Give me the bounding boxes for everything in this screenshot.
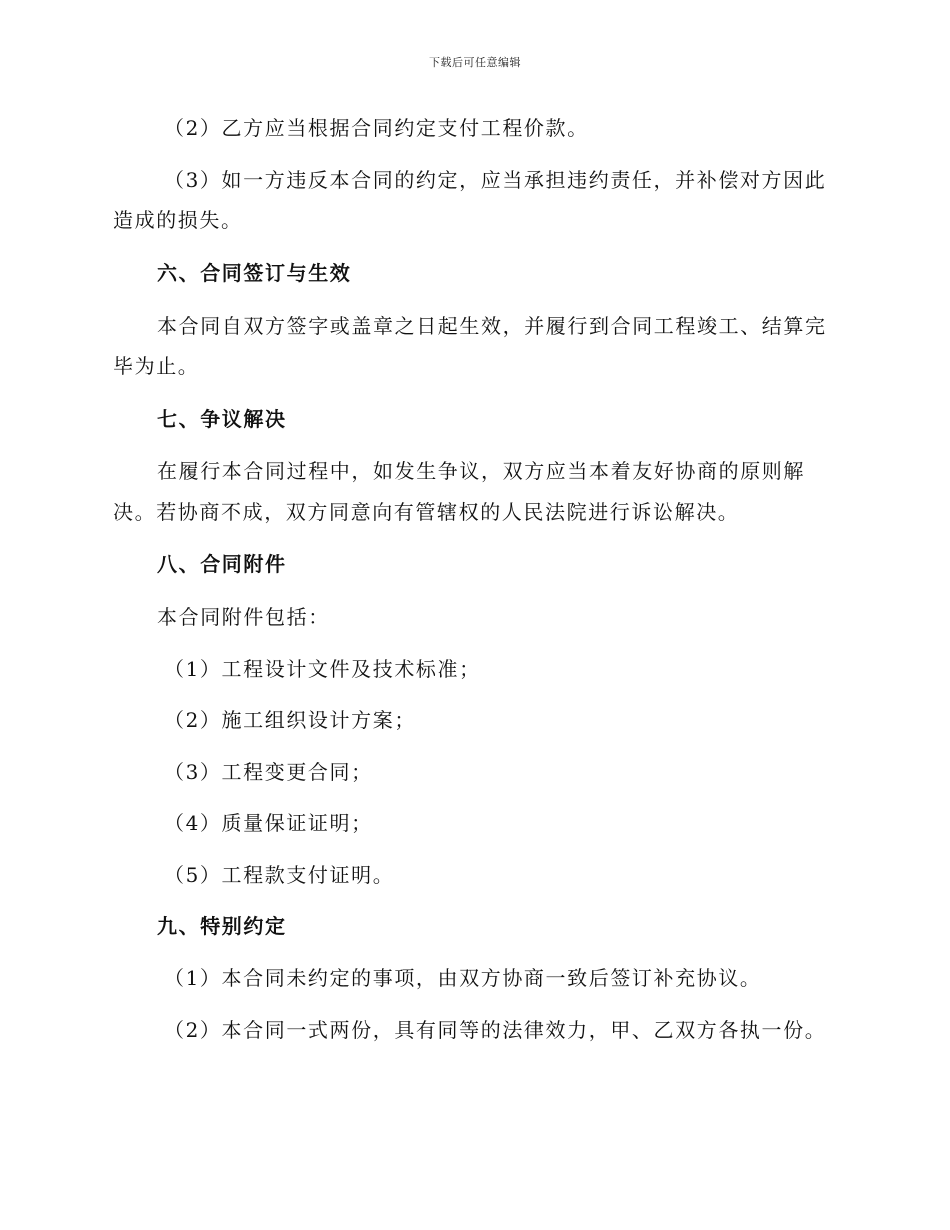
- section-heading-6: 六、合同签订与生效: [157, 261, 352, 285]
- attachment-item: （1）工程设计文件及技术标准；: [164, 657, 481, 681]
- clause-line: （3）如一方违反本合同的约定，应当承担违约责任，并补偿对方因此: [164, 168, 827, 192]
- paragraph-line: 毕为止。: [113, 354, 200, 378]
- page-header-note: 下载后可任意编辑: [429, 56, 521, 69]
- clause-line: 造成的损失。: [113, 208, 243, 232]
- attachment-item: （2）施工组织设计方案；: [164, 708, 416, 732]
- section-heading-8: 八、合同附件: [157, 552, 287, 576]
- attachment-item: （4）质量保证证明；: [164, 811, 373, 835]
- paragraph-line: 决。若协商不成，双方同意向有管辖权的人民法院进行诉讼解决。: [113, 500, 740, 524]
- section-heading-7: 七、争议解决: [157, 407, 287, 431]
- section-heading-9: 九、特别约定: [157, 914, 287, 938]
- special-clause: （1）本合同未约定的事项，由双方协商一致后签订补充协议。: [164, 966, 762, 990]
- paragraph-line: 在履行本合同过程中，如发生争议，双方应当本着友好协商的原则解: [157, 459, 805, 483]
- special-clause: （2）本合同一式两份，具有同等的法律效力，甲、乙双方各执一份。: [164, 1018, 827, 1042]
- paragraph-line: 本合同附件包括：: [157, 605, 330, 629]
- attachment-item: （3）工程变更合同；: [164, 760, 373, 784]
- clause-line: （2）乙方应当根据合同约定支付工程价款。: [164, 116, 589, 140]
- paragraph-line: 本合同自双方签字或盖章之日起生效，并履行到合同工程竣工、结算完: [157, 314, 827, 338]
- attachment-item: （5）工程款支付证明。: [164, 863, 395, 887]
